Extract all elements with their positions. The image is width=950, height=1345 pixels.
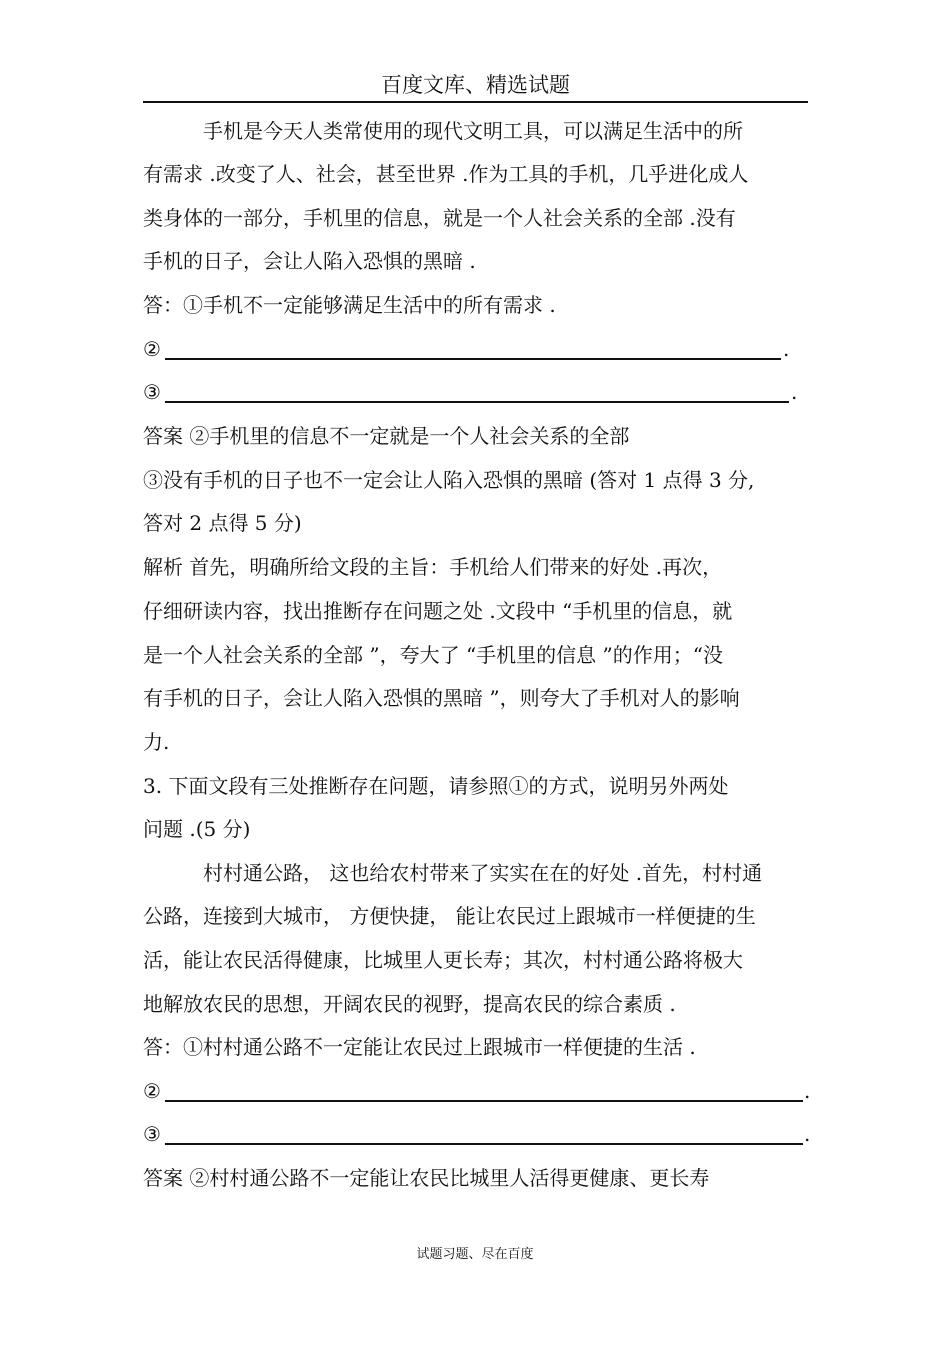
answer1-analysis-line-2: 仔细研读内容，找出推断存在问题之处 .文段中 “手机里的信息，就 [143, 599, 733, 623]
question3-passage-line-3: 活，能让农民活得健康，比城里人更长寿；其次，村村通公路将极大 [143, 948, 743, 972]
passage1-line-1: 手机是今天人类常使用的现代文明工具，可以满足生活中的所 [203, 119, 743, 143]
answer1-answer-line-3: 答对 2 点得 5 分) [143, 511, 302, 535]
blank-3-label: ③ [143, 380, 161, 404]
answer1-blank-2[interactable] [143, 335, 803, 363]
question3-line-1: 3. 下面文段有三处推断存在问题，请参照①的方式，说明另外两处 [143, 774, 729, 798]
blank-2-period: . [783, 337, 790, 361]
answer1-blank-3[interactable] [143, 378, 808, 406]
answer1-analysis-line-4: 有手机的日子，会让人陷入恐惧的黑暗 ”，则夸大了手机对人的影响 [143, 686, 740, 710]
q3-blank-3-period: . [804, 1122, 811, 1146]
question3-passage-line-4: 地解放农民的思想，开阔农民的视野，提高农民的综合素质 . [143, 992, 676, 1016]
blank-2-label: ② [143, 337, 161, 361]
question3-passage-line-1: 村村通公路， 这也给农村带来了实实在在的好处 .首先，村村通 [203, 861, 763, 885]
q3-blank-2-label: ② [143, 1079, 161, 1103]
passage1-line-3: 类身体的一部分，手机里的信息，就是一个人社会关系的全部 .没有 [143, 206, 736, 230]
answer1-answer-line-2: ③没有手机的日子也不一定会让人陷入恐惧的黑暗 (答对 1 点得 3 分, [143, 468, 755, 492]
q3-blank-3-underline [165, 1143, 803, 1145]
answer1-analysis-line-5: 力. [143, 730, 170, 754]
question3-blank-2[interactable] [143, 1077, 811, 1105]
page-header-title: 百度文库、精选试题 [381, 73, 570, 97]
question3-line-2: 问题 .(5 分) [143, 817, 251, 841]
answer1-answer-line-1: 答案 ②手机里的信息不一定就是一个人社会关系的全部 [143, 424, 630, 448]
q3-blank-3-label: ③ [143, 1122, 161, 1146]
question3-answer-line: 答案 ②村村通公路不一定能让农民比城里人活得更健康、更长寿 [143, 1166, 710, 1190]
q3-blank-2-underline [165, 1100, 803, 1102]
blank-3-underline [165, 401, 789, 403]
passage1-line-4: 手机的日子，会让人陷入恐惧的黑暗 . [143, 249, 476, 273]
blank-2-underline [165, 358, 781, 360]
page-footer: 试题习题、尽在百度 [416, 1247, 534, 1262]
answer1-analysis-line-1: 解析 首先，明确所给文段的主旨：手机给人们带来的好处 .再次， [143, 555, 723, 579]
passage1-line-2: 有需求 .改变了人、社会，甚至世界 .作为工具的手机，几乎进化成人 [143, 162, 749, 186]
answer1-first-point: 答：①手机不一定能够满足生活中的所有需求 . [143, 293, 556, 317]
q3-blank-2-period: . [804, 1079, 811, 1103]
blank-3-period: . [791, 380, 798, 404]
answer1-analysis-line-3: 是一个人社会关系的全部 ”，夸大了 “手机里的信息 ”的作用；“没 [143, 643, 723, 667]
question3-passage-line-2: 公路，连接到大城市， 方便快捷， 能让农民过上跟城市一样便捷的生 [143, 904, 756, 928]
header-divider [143, 101, 808, 103]
question3-first-point: 答：①村村通公路不一定能让农民过上跟城市一样便捷的生活 . [143, 1035, 696, 1059]
question3-blank-3[interactable] [143, 1120, 811, 1148]
